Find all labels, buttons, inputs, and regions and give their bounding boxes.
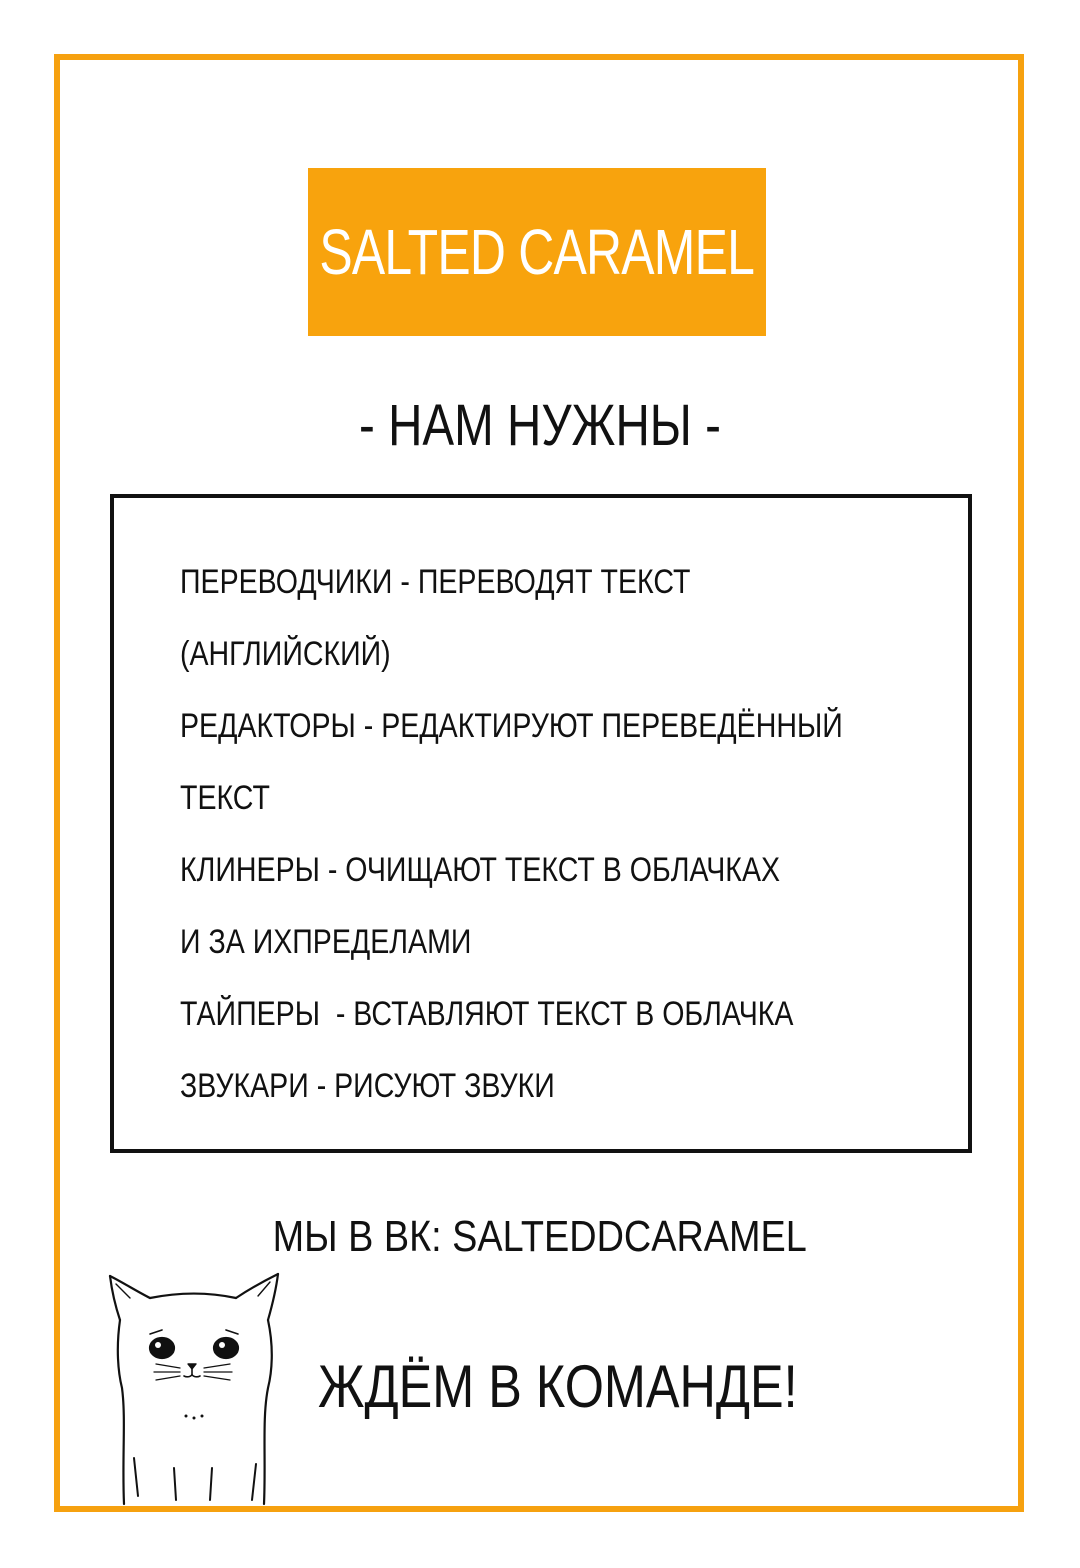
cat-icon xyxy=(100,1268,290,1508)
role-line: РЕДАКТОРЫ - РЕДАКТИРУЮТ ПЕРЕВЕДЁННЫЙ xyxy=(180,707,843,745)
vk-contact: МЫ В ВК: SALTEDDCARAMEL xyxy=(272,1212,807,1261)
team-name: SALTED CARAMEL xyxy=(319,216,755,288)
closing-message: ЖДЁМ В КОМАНДЕ! xyxy=(318,1353,798,1420)
role-line: И ЗА ИХПРЕДЕЛАМИ xyxy=(180,923,472,961)
recruitment-heading: - НАМ НУЖНЫ - xyxy=(359,393,721,458)
team-banner xyxy=(308,168,766,336)
role-line: КЛИНЕРЫ - ОЧИЩАЮТ ТЕКСТ В ОБЛАЧКАХ xyxy=(180,851,781,889)
roles-box xyxy=(110,494,972,1153)
roles-list xyxy=(180,546,969,1122)
role-line: (АНГЛИЙСКИЙ) xyxy=(180,635,391,673)
role-line: ТАЙПЕРЫ - ВСТАВЛЯЮТ ТЕКСТ В ОБЛАЧКА xyxy=(180,995,794,1033)
role-line: ТЕКСТ xyxy=(180,779,270,817)
role-line: ПЕРЕВОДЧИКИ - ПЕРЕВОДЯТ ТЕКСТ xyxy=(180,563,691,601)
role-line: ЗВУКАРИ - РИСУЮТ ЗВУКИ xyxy=(180,1067,555,1105)
